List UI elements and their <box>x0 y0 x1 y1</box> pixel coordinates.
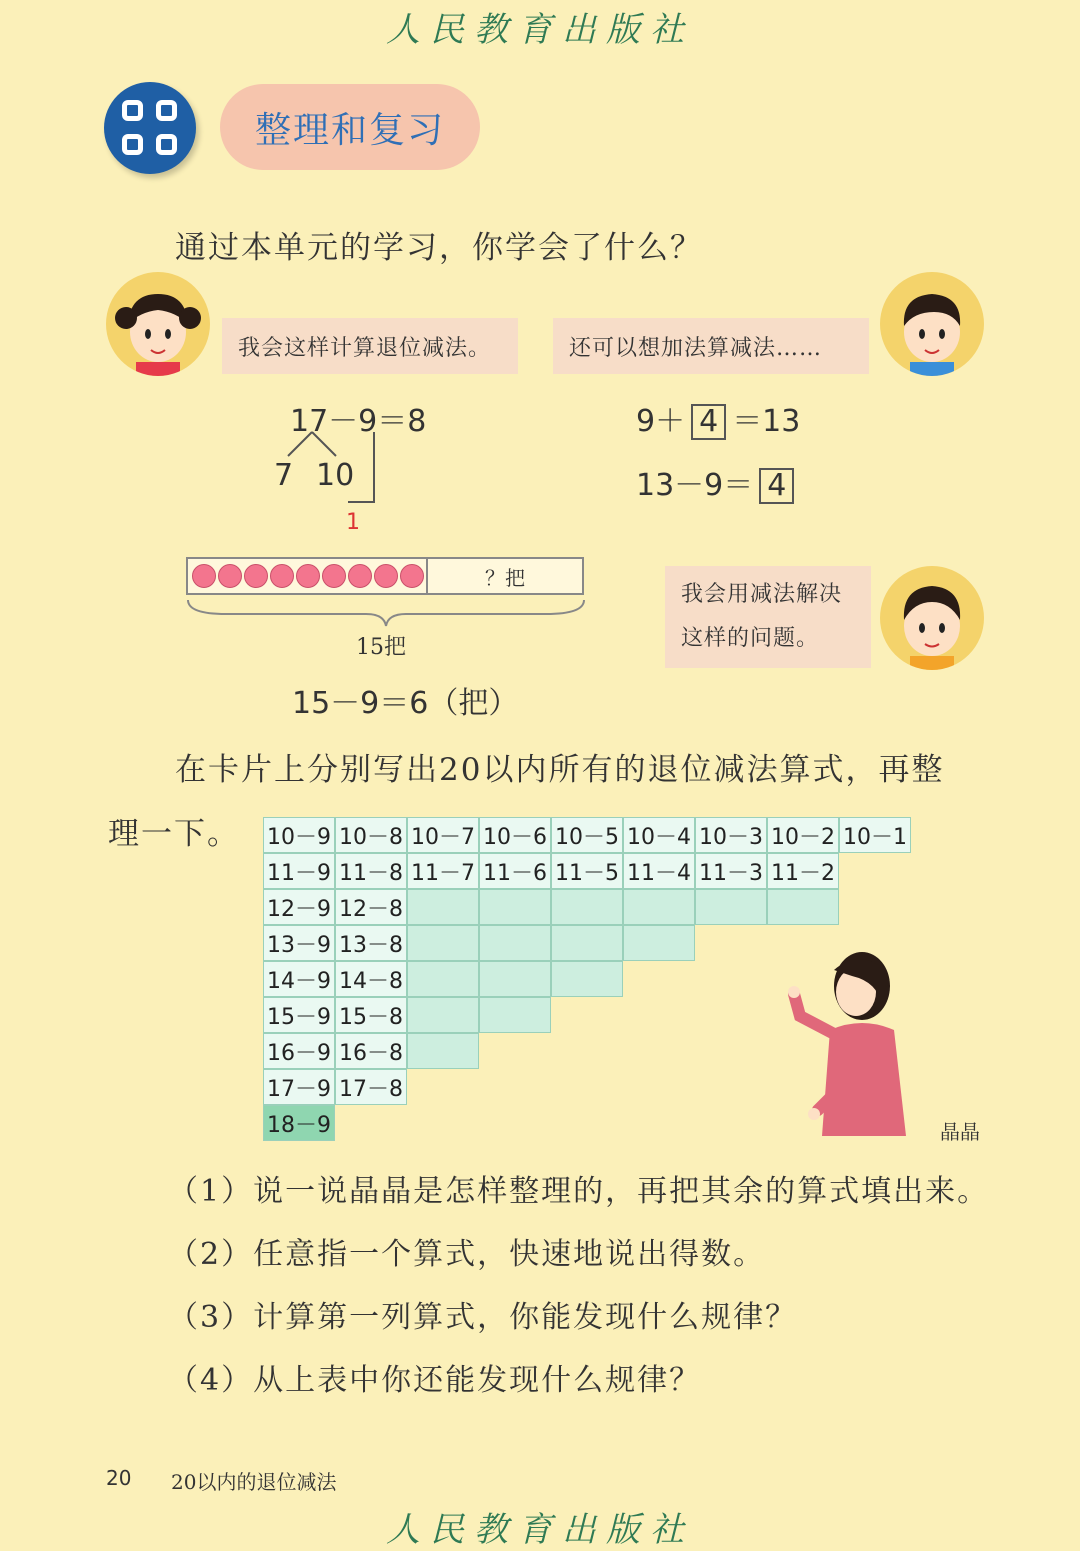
task-text-line2: 理一下。 <box>108 816 240 852</box>
table-cell: 10－5 <box>551 817 623 853</box>
table-cell-blank <box>479 961 551 997</box>
table-cell: 10－4 <box>623 817 695 853</box>
table-cell: 10－2 <box>767 817 839 853</box>
table-cell: 13－8 <box>335 925 407 961</box>
table-cell: 11－8 <box>335 853 407 889</box>
eq1-answer-box: 4 <box>691 404 726 440</box>
table-cell-blank <box>551 889 623 925</box>
table-cell-blank <box>551 961 623 997</box>
eq2-answer-box: 4 <box>759 468 794 504</box>
word-problem-equation: 15－9＝6（把） <box>292 686 519 721</box>
dot <box>400 564 424 588</box>
boy2-bubble-line2: 这样的问题。 <box>681 626 820 651</box>
table-cell: 10－7 <box>407 817 479 853</box>
table-cell-blank <box>767 889 839 925</box>
jingjing-label: 晶晶 <box>940 1120 980 1144</box>
section-title: 整理和复习 <box>220 84 480 170</box>
table-cell: 10－3 <box>695 817 767 853</box>
boy2-avatar <box>880 566 984 670</box>
publisher-watermark-top: 人民教育出版社 <box>386 10 694 50</box>
boy2-bubble-line1: 我会用减法解决 <box>681 582 843 607</box>
table-cell: 15－8 <box>335 997 407 1033</box>
table-cell-blank <box>479 889 551 925</box>
dot <box>374 564 398 588</box>
dot <box>192 564 216 588</box>
table-cell: 10－6 <box>479 817 551 853</box>
table-cell: 18－9 <box>263 1105 335 1141</box>
table-cell: 14－9 <box>263 961 335 997</box>
question-3: （3）计算第一列算式，你能发现什么规律？ <box>168 1300 798 1335</box>
table-cell-blank <box>407 997 479 1033</box>
question-1: （1）说一说晶晶是怎样整理的，再把其余的算式填出来。 <box>168 1174 990 1209</box>
publisher-watermark-bottom: 人民教育出版社 <box>386 1510 694 1550</box>
eq2-prefix: 13－9＝ <box>636 468 754 503</box>
boy2-speech-bubble <box>665 566 871 668</box>
split-left: 7 <box>274 458 294 493</box>
table-cell-blank <box>479 925 551 961</box>
dots-row <box>192 564 424 590</box>
table-cell: 10－1 <box>839 817 911 853</box>
bar-diagram <box>186 557 584 595</box>
jingjing-figure <box>782 946 922 1142</box>
table-cell-blank <box>407 925 479 961</box>
eq1-suffix: ＝13 <box>732 404 801 439</box>
dot <box>218 564 242 588</box>
table-cell: 10－8 <box>335 817 407 853</box>
question-2: （2）任意指一个算式，快速地说出得数。 <box>168 1237 766 1272</box>
table-cell: 16－8 <box>335 1033 407 1069</box>
table-cell: 12－9 <box>263 889 335 925</box>
table-cell-blank <box>623 889 695 925</box>
table-cell: 17－8 <box>335 1069 407 1105</box>
intermediate-result: 1 <box>346 510 360 535</box>
dot <box>244 564 268 588</box>
table-cell-blank <box>695 889 767 925</box>
table-cell: 11－4 <box>623 853 695 889</box>
method2-eq2 <box>636 460 800 504</box>
page-number: 20 <box>106 1466 132 1490</box>
dot <box>322 564 346 588</box>
girl-avatar <box>106 272 210 376</box>
table-cell: 11－5 <box>551 853 623 889</box>
dot <box>348 564 372 588</box>
split-right: 10 <box>316 458 355 493</box>
boy-speech-bubble: 还可以想加法算减法…… <box>553 318 869 374</box>
total-brace <box>186 598 586 628</box>
method2-eq1 <box>636 396 800 440</box>
total-label: 15把 <box>356 635 406 660</box>
dot <box>296 564 320 588</box>
dot <box>270 564 294 588</box>
table-cell: 11－3 <box>695 853 767 889</box>
table-cell: 15－9 <box>263 997 335 1033</box>
table-cell-blank <box>623 925 695 961</box>
method1-equation: 17－9＝8 <box>290 404 427 439</box>
table-cell: 17－9 <box>263 1069 335 1105</box>
table-cell-blank <box>407 961 479 997</box>
table-cell: 11－9 <box>263 853 335 889</box>
boy-avatar <box>880 272 984 376</box>
table-cell-blank <box>407 889 479 925</box>
table-cell-blank <box>479 997 551 1033</box>
table-cell: 13－9 <box>263 925 335 961</box>
table-cell: 11－6 <box>479 853 551 889</box>
table-cell-blank <box>407 1033 479 1069</box>
unknown-part-label: ？把 <box>485 565 525 590</box>
table-cell: 14－8 <box>335 961 407 997</box>
eq1-prefix: 9＋ <box>636 404 686 439</box>
table-cell: 12－8 <box>335 889 407 925</box>
question-4: （4）从上表中你还能发现什么规律？ <box>168 1363 702 1398</box>
review-section-icon <box>104 82 196 174</box>
table-cell-blank <box>551 925 623 961</box>
table-cell: 11－2 <box>767 853 839 889</box>
table-cell: 11－7 <box>407 853 479 889</box>
girl-speech-bubble: 我会这样计算退位减法。 <box>222 318 518 374</box>
intro-question: 通过本单元的学习，你学会了什么？ <box>175 230 703 266</box>
task-text-line1: 在卡片上分别写出20以内所有的退位减法算式，再整 <box>175 752 945 788</box>
chapter-title: 20以内的退位减法 <box>171 1470 337 1494</box>
table-cell: 10－9 <box>263 817 335 853</box>
table-cell: 16－9 <box>263 1033 335 1069</box>
